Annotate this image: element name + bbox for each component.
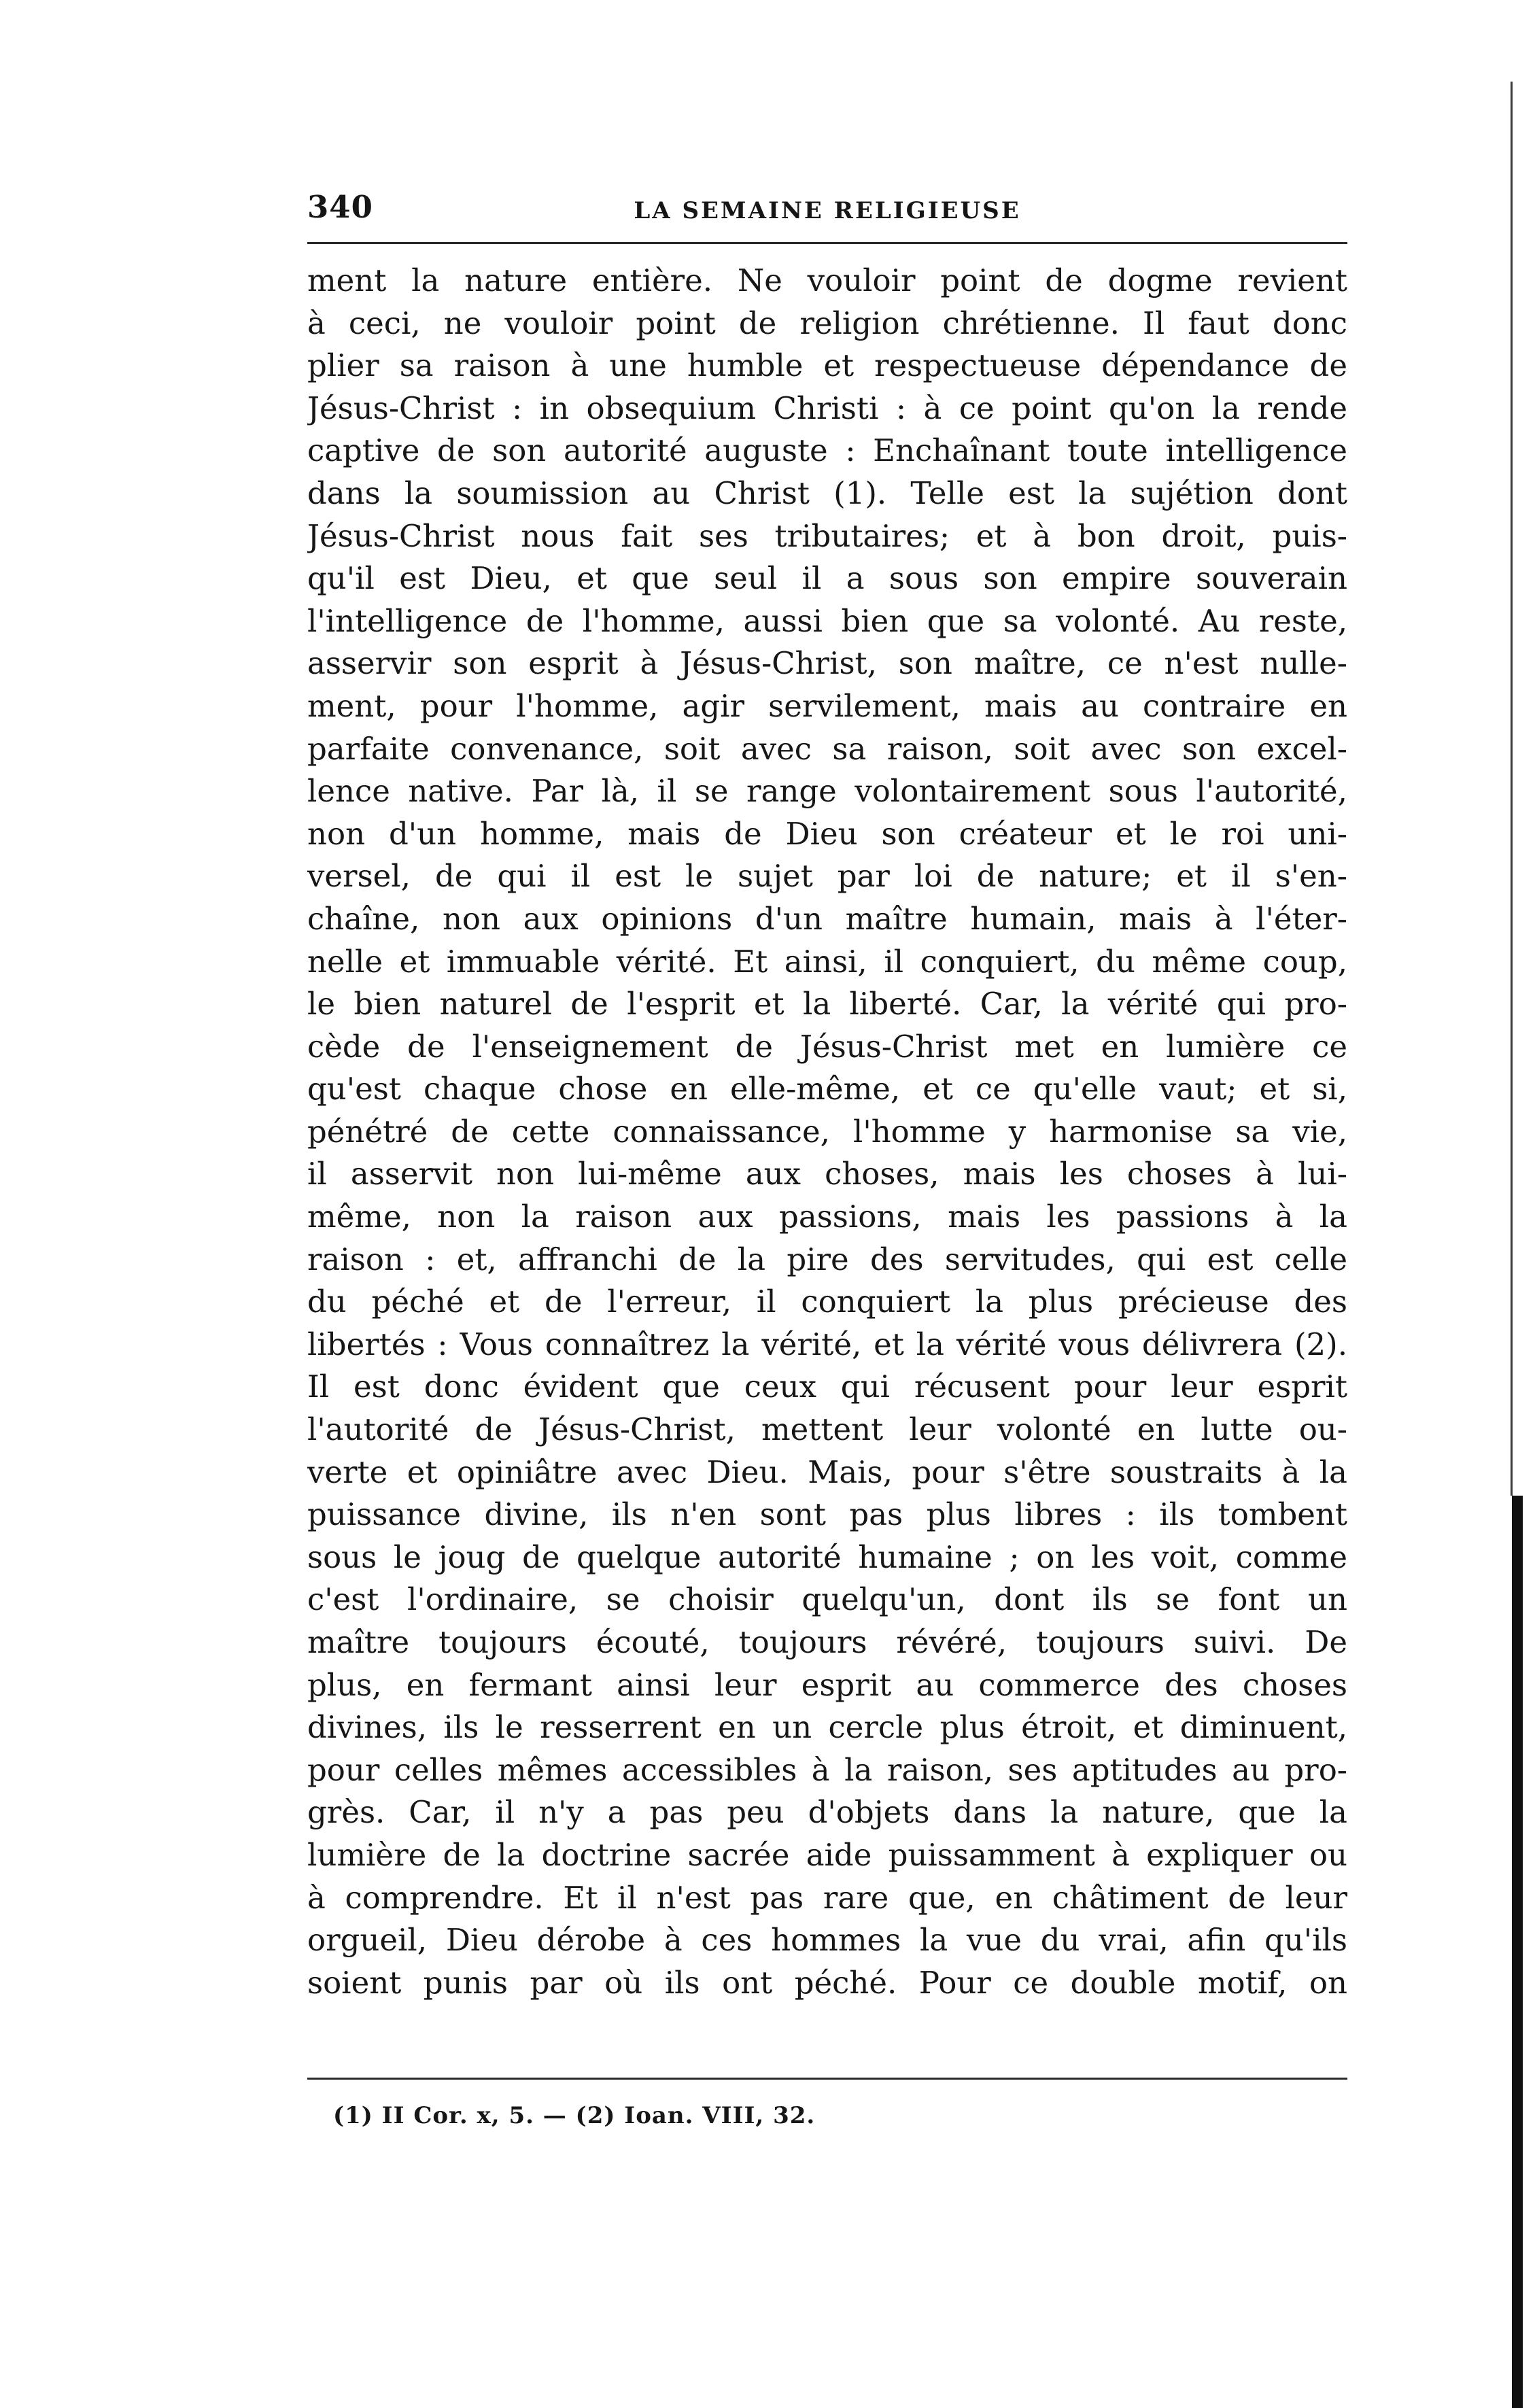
scan-edge-line [1511,82,1513,1496]
text-line: nelle et immuable vérité. Et ainsi, il conquiert, du même coup, [307,943,1347,980]
text-line: versel, de qui il est le sujet par loi de nature; et il s'en- [307,858,1347,895]
body-text [307,260,1347,2004]
text-line: libertés : Vous connaîtrez la vérité, et la vérité vous délivrera (2). [307,1326,1347,1362]
page-number: 340 [307,189,373,225]
text-line: Jésus-Christ nous fait ses tributaires; et à bon droit, puis- [307,517,1347,554]
text-line: qu'est chaque chose en elle-même, et ce qu'elle vaut; et si, [307,1071,1347,1107]
footnotes: (1) II Cor. x, 5. — (2) Ioan. VIII, 32. [333,2102,816,2129]
text-line: verte et opiniâtre avec Dieu. Mais, pour s'être soustraits à la [307,1454,1347,1490]
text-line: Jésus-Christ : in obsequium Christi : à ce point qu'on la rende [307,390,1347,426]
text-line: non d'un homme, mais de Dieu son créateur et le roi uni- [307,815,1347,852]
text-line: maître toujours écouté, toujours révéré, toujours suivi. De [307,1624,1347,1660]
text-line: parfaite convenance, soit avec sa raison, soit avec son excel- [307,730,1347,767]
text-line: même, non la raison aux passions, mais les passions à la [307,1199,1347,1235]
text-line: lumière de la doctrine sacrée aide puissamment à expliquer ou [307,1836,1347,1873]
text-line: orgueil, Dieu dérobe à ces hommes la vue du vrai, afin qu'ils [307,1922,1347,1959]
text-line: divines, ils le resserrent en un cercle plus étroit, et diminuent, [307,1709,1347,1746]
text-line: ment la nature entière. Ne vouloir point de dogme revient [307,262,1347,298]
text-line: grès. Car, il n'y a pas peu d'objets dans la nature, que la [307,1794,1347,1831]
text-line: le bien naturel de l'esprit et la liberté. Car, la vérité qui pro- [307,986,1347,1022]
text-line: à ceci, ne vouloir point de religion chrétienne. Il faut donc [307,305,1347,341]
text-line: l'intelligence de l'homme, aussi bien que sa volonté. Au reste, [307,602,1347,639]
text-line: Il est donc évident que ceux qui récusent pour leur esprit [307,1369,1347,1405]
text-line: pénétré de cette connaissance, l'homme y harmonise sa vie, [307,1113,1347,1150]
text-line: lence native. Par là, il se range volontairement sous l'autorité, [307,773,1347,810]
text-line: l'autorité de Jésus-Christ, mettent leur volonté en lutte ou- [307,1411,1347,1448]
text-line: à comprendre. Et il n'est pas rare que, en châtiment de leur [307,1879,1347,1916]
text-line: ment, pour l'homme, agir servilement, mais au contraire en [307,687,1347,724]
text-line: dans la soumission au Christ (1). Telle est la sujétion dont [307,475,1347,511]
text-line: plier sa raison à une humble et respectueuse dépendance de [307,347,1347,384]
text-line: sous le joug de quelque autorité humaine ; on les voit, comme [307,1538,1347,1575]
text-line: il asservit non lui-même aux choses, mais les choses à lui- [307,1156,1347,1192]
footnote-rule [307,2078,1347,2080]
running-head: LA SEMAINE RELIGIEUSE [634,197,1021,224]
text-line: qu'il est Dieu, et que seul il a sous son empire souverain [307,560,1347,597]
text-line: soient punis par où ils ont péché. Pour ce double motif, on [307,1964,1347,2001]
text-line: chaîne, non aux opinions d'un maître humain, mais à l'éter- [307,900,1347,937]
text-line: du péché et de l'erreur, il conquiert la plus précieuse des [307,1284,1347,1320]
text-line: raison : et, affranchi de la pire des servitudes, qui est celle [307,1241,1347,1277]
text-line: c'est l'ordinaire, se choisir quelqu'un, dont ils se font un [307,1581,1347,1618]
text-line: puissance divine, ils n'en sont pas plus libres : ils tombent [307,1496,1347,1533]
header-rule [307,242,1347,244]
page-header [307,184,1347,231]
text-line: captive de son autorité auguste : Enchaînant toute intelligence [307,432,1347,469]
text-line: pour celles mêmes accessibles à la raison, ses aptitudes au pro- [307,1751,1347,1788]
scan-edge-shadow [1512,1496,1523,2408]
text-line: cède de l'enseignement de Jésus-Christ met en lumière ce [307,1028,1347,1065]
text-line: asservir son esprit à Jésus-Christ, son maître, ce n'est nulle- [307,645,1347,682]
text-line: plus, en fermant ainsi leur esprit au commerce des choses [307,1666,1347,1703]
